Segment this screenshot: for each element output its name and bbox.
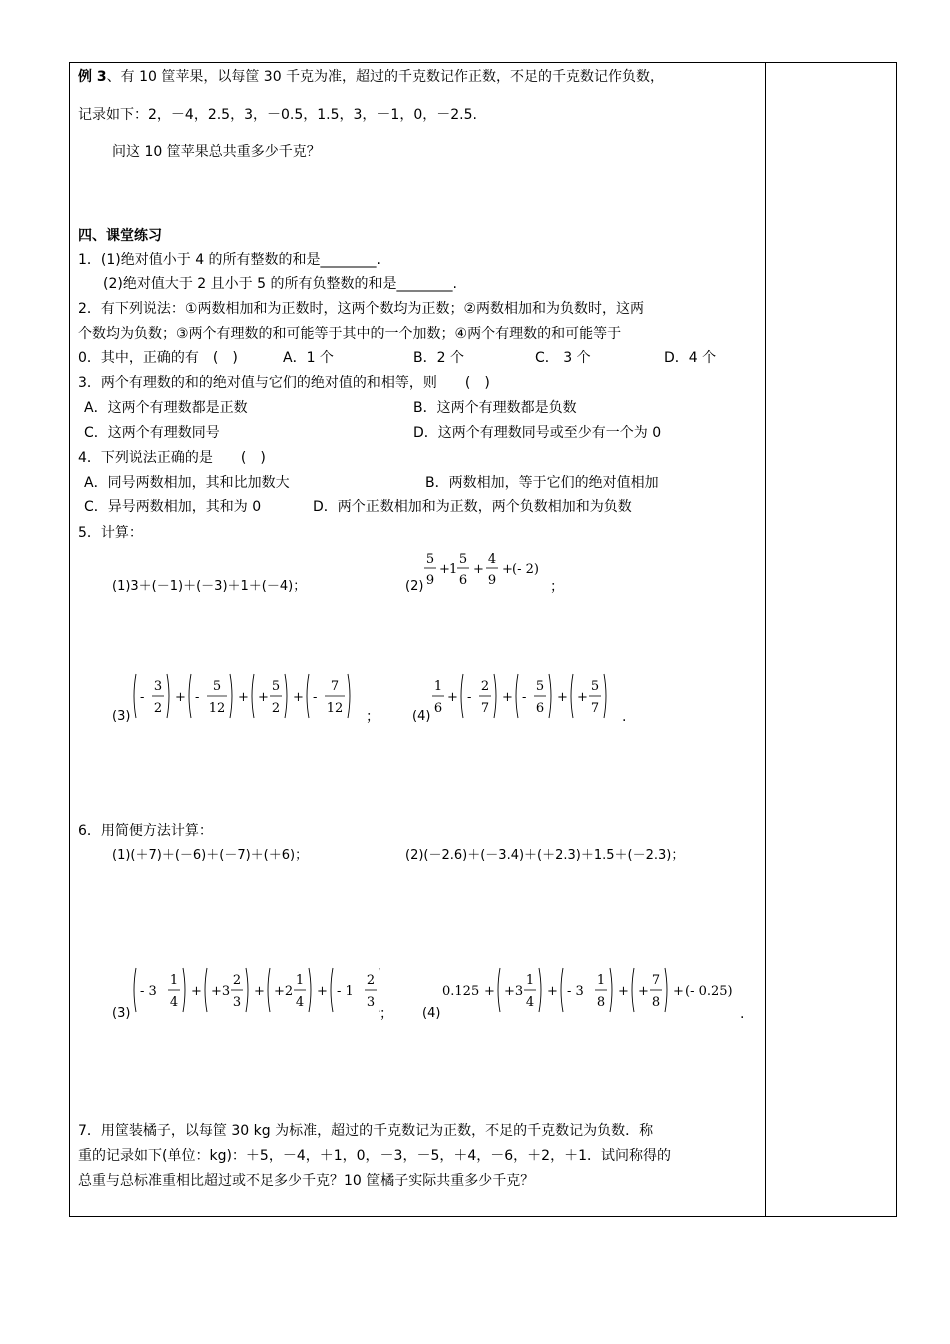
q5-2-frac2-num: 5	[458, 552, 468, 567]
q5-3-t1-sign: -	[140, 690, 145, 705]
q5-4-t3-rparen	[604, 674, 606, 718]
q4-option-b: B．两数相加，等于它们的绝对值相加	[425, 475, 659, 491]
q5-4-op2: +	[557, 690, 568, 705]
q5-4-t1-lparen	[461, 674, 463, 718]
q5-3-t4-lparen	[307, 674, 309, 718]
q3-option-b: B．这两个有理数都是负数	[413, 400, 577, 416]
q5-3-t1-frac-num: 3	[153, 679, 163, 694]
q2-option-b: B．2 个	[413, 350, 464, 366]
q5-3-t2-frac-num: 5	[212, 679, 222, 694]
q6-part4-formula	[440, 962, 740, 1018]
q5-3-t2-frac-den: 12	[208, 701, 226, 716]
q5-part3-label: (3)	[112, 709, 131, 724]
q5-3-t2-lparen	[189, 674, 191, 718]
q5-3-op2: +	[238, 690, 249, 705]
q6-3-op2: +	[254, 984, 265, 999]
q3-option-c: C．这两个有理数同号	[84, 425, 220, 441]
q5-2-frac1-num: 5	[425, 552, 435, 567]
q6-3-t3-rparen	[309, 968, 311, 1012]
q6-4-t3-rparen	[665, 968, 667, 1012]
q6-part4-period: .	[740, 1006, 745, 1022]
q6-4-t2-frac-num: 1	[596, 973, 606, 988]
q6-3-t2-rparen	[246, 968, 248, 1012]
q6-3-t4-sign: - 1	[337, 984, 354, 999]
q5-2-frac2-den: 6	[458, 573, 468, 588]
q7-line3: 总重与总标准重相比超过或不足多少千克？10 筐橘子实际共重多少千克？	[78, 1173, 535, 1189]
example3-label: 例 3	[78, 69, 107, 85]
q6-3-t4-frac-den: 3	[366, 995, 376, 1010]
q6-3-t1-rparen	[183, 968, 185, 1012]
q6-part3-label: (3)	[112, 1006, 131, 1021]
q5-3-t4-rparen	[348, 674, 350, 718]
q1-part2: (2)绝对值大于 2 且小于 5 的所有负整数的和是________.	[103, 276, 457, 292]
q6-4-op-tail: +	[673, 984, 684, 999]
q5-part2-formula	[424, 548, 564, 592]
q5-4-t1-frac-num: 2	[480, 679, 490, 694]
q6-4-t2-frac-den: 8	[596, 995, 606, 1010]
q6-3-t1-sign: - 3	[140, 984, 157, 999]
q5-3-t3-lparen	[252, 674, 254, 718]
q6-3-t2-sign: +3	[211, 984, 231, 999]
q6-4-t1-frac-num: 1	[525, 973, 535, 988]
q5-4-t1-rparen	[494, 674, 496, 718]
q6-3-t3-frac-num: 1	[295, 973, 305, 988]
q6-3-t3-sign: +2	[274, 984, 294, 999]
q6-4-t2-rparen	[610, 968, 612, 1012]
q5-part4-formula	[430, 670, 625, 722]
q5-2-frac3-num: 4	[487, 552, 497, 567]
q1-part1: 1．(1)绝对值小于 4 的所有整数的和是________.	[78, 252, 381, 268]
section-heading: 四、课堂练习	[78, 228, 162, 244]
q5-2-op1: +	[439, 562, 450, 577]
q5-3-t4-frac-den: 12	[326, 701, 344, 716]
q2-option-a: A．1 个	[283, 350, 334, 366]
q7-line1: 7．用筐装橘子，以每筐 30 kg 为标准，超过的千克数记为正数，不足的千克数记为负数．称	[78, 1123, 654, 1139]
q5-3-op3: +	[293, 690, 304, 705]
q6-3-t3-frac-den: 4	[295, 995, 305, 1010]
q6-4-t3-lparen	[632, 968, 634, 1012]
q6-3-op3: +	[317, 984, 328, 999]
q6-3-t4-frac-num: 2	[366, 973, 376, 988]
q5-4-t3-frac-num: 5	[590, 679, 600, 694]
q4-stem: 4．下列说法正确的是 ( )	[78, 450, 266, 466]
q5-3-op1: +	[175, 690, 186, 705]
q6-3-t2-frac-den: 3	[232, 995, 242, 1010]
q6-3-op1: +	[191, 984, 202, 999]
q6-part1: (1)(＋7)＋(－6)＋(－7)＋(＋6)；	[112, 848, 309, 863]
q5-3-t2-rparen	[230, 674, 232, 718]
q5-4-f0-num: 1	[433, 679, 443, 694]
example3-text: 、有 10 筐苹果，以每筐 30 千克为准，超过的千克数记作正数，不足的千克数记作负数，	[106, 69, 665, 85]
q5-4-t3-lparen	[571, 674, 573, 718]
q3-option-d: D．这两个有理数同号或至少有一个为 0	[413, 425, 662, 441]
example3-question: 问这 10 筐苹果总共重多少千克？	[112, 144, 321, 160]
q6-4-lead: 0.125	[442, 984, 480, 999]
q6-3-t4-lparen	[331, 968, 333, 1012]
example3-line2: 记录如下：2，－4，2.5，3，－0.5，1.5，3，－1，0，－2.5.	[78, 107, 477, 123]
q4-option-d: D．两个正数相加和为正数，两个负数相加和为负数	[313, 499, 632, 515]
q6-4-t3-frac-den: 8	[651, 995, 661, 1010]
q6-4-t1-lparen	[498, 968, 500, 1012]
q4-option-a: A．同号两数相加，其和比加数大	[84, 475, 290, 491]
q6-4-t1-rparen	[539, 968, 541, 1012]
q6-part4-label: (4)	[422, 1006, 441, 1021]
q6-4-t1-frac-den: 4	[525, 995, 535, 1010]
q5-4-t3-sign: +	[577, 690, 588, 705]
q6-4-op0: +	[484, 984, 495, 999]
q5-4-op0: +	[447, 690, 458, 705]
q5-2-op3: +	[502, 562, 513, 577]
q5-part4-label: (4)	[412, 709, 431, 724]
q6-4-t3-frac-num: 7	[651, 973, 661, 988]
table-frame	[69, 62, 897, 1217]
q6-4-op1: +	[547, 984, 558, 999]
q5-2-tail: (- 2)	[512, 562, 539, 577]
q5-4-t2-sign: -	[522, 690, 527, 705]
q6-4-tail: (- 0.25)	[685, 984, 733, 999]
q6-3-t1-frac-den: 4	[169, 995, 179, 1010]
q5-4-t2-lparen	[516, 674, 518, 718]
q5-part3-formula	[130, 670, 365, 722]
q5-3-t3-sign: +	[258, 690, 269, 705]
q5-3-t4-sign: -	[313, 690, 318, 705]
q5-2-frac1-den: 9	[425, 573, 435, 588]
column-divider	[765, 62, 766, 1217]
q2-stem: 0．其中，正确的有 ( )	[78, 350, 238, 366]
q2-line1: 2．有下列说法：①两数相加和为正数时，这两个数均为正数；②两数相加和为负数时，这两	[78, 301, 645, 317]
q6-part3-formula	[130, 962, 380, 1018]
q6-part3-semicolon: ；	[379, 1006, 393, 1022]
q6-4-op2: +	[618, 984, 629, 999]
q5-part4-period: .	[622, 709, 627, 725]
q5-4-t2-frac-num: 5	[535, 679, 545, 694]
q6-3-t2-lparen	[205, 968, 207, 1012]
q5-3-t1-rparen	[167, 674, 169, 718]
q6-part2: (2)(－2.6)＋(－3.4)＋(＋2.3)＋1.5＋(－2.3)；	[405, 848, 685, 863]
q5-4-t2-rparen	[549, 674, 551, 718]
q5-stem: 5．计算：	[78, 525, 143, 541]
q5-3-t3-frac-den: 2	[271, 701, 281, 716]
q5-2-frac3-den: 9	[487, 573, 497, 588]
q6-4-t2-lparen	[561, 968, 563, 1012]
q5-part2-label: (2)	[405, 579, 424, 594]
q6-4-t1-sign: +3	[504, 984, 524, 999]
q5-4-t1-sign: -	[467, 690, 472, 705]
q5-2-whole: 1	[449, 562, 458, 577]
q6-stem: 6．用简便方法计算：	[78, 823, 213, 839]
q6-3-t2-frac-num: 2	[232, 973, 242, 988]
example3-line1	[78, 68, 664, 86]
q5-3-t1-frac-den: 2	[153, 701, 163, 716]
q5-2-op2: +	[473, 562, 484, 577]
q6-3-t1-lparen	[134, 968, 136, 1012]
q4-option-c: C．异号两数相加，其和为 0	[84, 499, 262, 515]
q6-4-t2-sign: - 3	[567, 984, 584, 999]
q5-4-t3-frac-den: 7	[590, 701, 600, 716]
q5-3-t3-rparen	[285, 674, 287, 718]
q5-3-t1-lparen	[134, 674, 136, 718]
q2-option-c: C． 3 个	[535, 350, 591, 366]
q3-option-a: A．这两个有理数都是正数	[84, 400, 248, 416]
q7-line2: 重的记录如下(单位：kg)：＋5，－4，＋1，0，－3，－5，＋4，－6，＋2，＋1．试问称得的	[78, 1148, 671, 1164]
q6-4-t3-sign: +	[638, 984, 649, 999]
q5-part2-semicolon: ；	[550, 579, 564, 595]
q5-4-f0-den: 6	[433, 701, 443, 716]
q5-3-t3-frac-num: 5	[271, 679, 281, 694]
q5-4-t2-frac-den: 6	[535, 701, 545, 716]
q3-stem: 3．两个有理数的和的绝对值与它们的绝对值的和相等，则 ( )	[78, 375, 490, 391]
q5-4-t1-frac-den: 7	[480, 701, 490, 716]
q5-part1: (1)3＋(－1)＋(－3)＋1＋(－4)；	[112, 579, 307, 594]
q5-3-t4-frac-num: 7	[330, 679, 340, 694]
q6-3-t1-frac-num: 1	[169, 973, 179, 988]
q2-line2: 个数均为负数；③两个有理数的和可能等于其中的一个加数；④两个有理数的和可能等于	[78, 326, 622, 342]
q2-option-d: D．4 个	[664, 350, 717, 366]
q5-3-t2-sign: -	[195, 690, 200, 705]
q5-part3-semicolon: ；	[366, 709, 380, 725]
q6-3-t3-lparen	[268, 968, 270, 1012]
q5-4-op1: +	[502, 690, 513, 705]
